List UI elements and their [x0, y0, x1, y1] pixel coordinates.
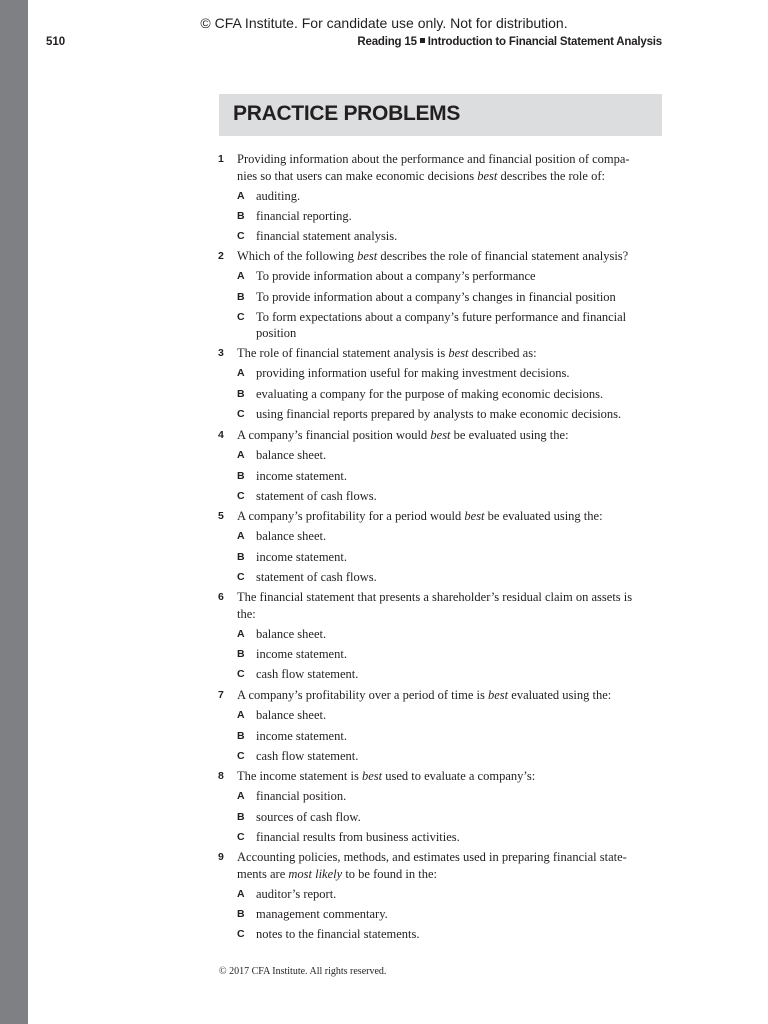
option-text: To provide information about a company’s performance: [256, 269, 536, 284]
option-letter: A: [237, 367, 245, 380]
copyright-footer: © 2017 CFA Institute. All rights reserved.: [219, 966, 387, 977]
option-letter: C: [237, 928, 245, 941]
option-letter: B: [237, 908, 245, 921]
option-letter: C: [237, 230, 245, 243]
section-title: PRACTICE PROBLEMS: [233, 102, 461, 125]
option-text: To provide information about a company’s changes in financial position: [256, 289, 616, 304]
option-letter: A: [237, 887, 245, 900]
option-text: using financial reports prepared by analysts to make economic decisions.: [256, 406, 622, 421]
question-text: A company’s profitability for a period would best be evaluated using the:: [237, 509, 603, 523]
option-letter: B: [237, 729, 245, 742]
question-text: Providing information about the performance and financial position of compa-: [237, 152, 630, 166]
option-letter: B: [237, 469, 245, 482]
option-text: position: [256, 326, 297, 341]
option-text: financial statement analysis.: [256, 229, 398, 244]
option-text: balance sheet.: [256, 448, 327, 463]
reading-label: Reading 15: [357, 36, 417, 48]
question-number: 6: [218, 591, 224, 603]
question-text: The income statement is best used to evaluate a company’s:: [237, 769, 536, 783]
option-letter: B: [237, 210, 245, 223]
option-text: statement of cash flows.: [256, 569, 377, 584]
option-text: balance sheet.: [256, 529, 327, 544]
option-letter: C: [237, 310, 245, 323]
question-text: A company’s financial position would best be evaluated using the:: [237, 428, 569, 442]
question-number: 2: [218, 250, 224, 262]
option-letter: C: [237, 830, 245, 843]
option-text: statement of cash flows.: [256, 488, 377, 503]
question-number: 4: [218, 429, 224, 441]
option-text: income statement.: [256, 647, 347, 662]
option-letter: A: [237, 709, 245, 722]
question-number: 8: [218, 770, 224, 782]
question-text: The financial statement that presents a shareholder’s residual claim on assets is: [237, 590, 633, 604]
option-letter: B: [237, 810, 245, 823]
watermark-notice: © CFA Institute. For candidate use only. Not for distribution.: [200, 15, 568, 31]
option-text: balance sheet.: [256, 708, 327, 723]
question-text: ments are most likely to be found in the:: [237, 866, 437, 881]
option-letter: A: [237, 189, 245, 202]
option-letter: C: [237, 749, 245, 762]
option-text: management commentary.: [256, 907, 388, 922]
option-letter: B: [237, 550, 245, 563]
option-letter: C: [237, 570, 245, 583]
question-number: 5: [218, 510, 224, 522]
option-letter: A: [237, 530, 245, 543]
question-number: 1: [218, 153, 224, 165]
option-text: auditor’s report.: [256, 886, 337, 901]
question-number: 3: [218, 347, 224, 359]
question-text: Accounting policies, methods, and estimates used in preparing financial state-: [237, 850, 627, 864]
option-letter: B: [237, 290, 245, 303]
question-number: 7: [218, 689, 224, 701]
option-text: auditing.: [256, 188, 301, 203]
option-letter: A: [237, 449, 245, 462]
page-number: 510: [46, 36, 66, 48]
option-text: cash flow statement.: [256, 748, 359, 763]
option-text: balance sheet.: [256, 626, 327, 641]
option-letter: A: [237, 627, 245, 640]
option-text: financial position.: [256, 789, 347, 804]
option-letter: A: [237, 270, 245, 283]
option-text: To form expectations about a company’s future performance and financial: [256, 309, 627, 324]
option-letter: A: [237, 790, 245, 803]
option-letter: C: [237, 489, 245, 502]
question-number: 9: [218, 851, 224, 863]
option-text: income statement.: [256, 728, 347, 743]
question-text: nies so that users can make economic decisions best describes the role of:: [237, 168, 605, 183]
option-letter: B: [237, 387, 245, 400]
reading-title: Introduction to Financial Statement Analysis: [427, 36, 662, 48]
option-letter: C: [237, 407, 245, 420]
option-text: financial results from business activities.: [256, 829, 460, 844]
question-text: Which of the following best describes the role of financial statement analysis?: [237, 249, 629, 263]
question-text: A company’s profitability over a period of time is best evaluated using the:: [237, 688, 612, 702]
option-text: providing information useful for making investment decisions.: [256, 366, 570, 381]
option-text: evaluating a company for the purpose of making economic decisions.: [256, 386, 604, 401]
option-text: sources of cash flow.: [256, 809, 361, 824]
question-text: The role of financial statement analysis is best described as:: [237, 346, 537, 360]
option-letter: B: [237, 648, 245, 661]
question-text: the:: [237, 606, 256, 621]
option-text: financial reporting.: [256, 209, 352, 224]
option-text: income statement.: [256, 468, 347, 483]
option-text: income statement.: [256, 549, 347, 564]
option-text: cash flow statement.: [256, 667, 359, 682]
option-text: notes to the financial statements.: [256, 927, 420, 942]
option-letter: C: [237, 668, 245, 681]
